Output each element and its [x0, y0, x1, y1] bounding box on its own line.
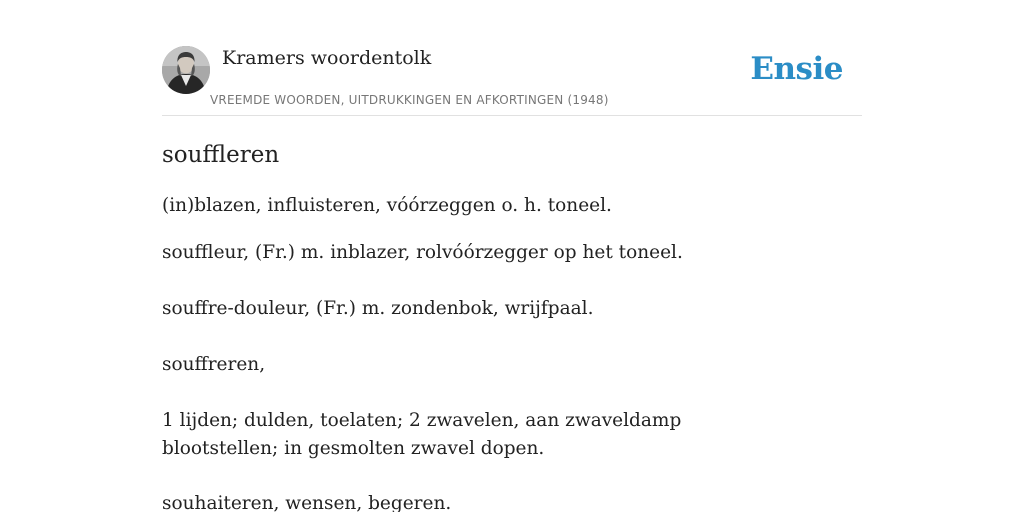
portrait-avatar-icon — [162, 46, 210, 94]
entry-definition: (in)blazen, influisteren, vóórzeggen o. h. toneel. — [162, 195, 612, 216]
source-header — [162, 0, 862, 116]
entry-line-souffreren: souffreren, — [162, 354, 266, 375]
source-title-link[interactable]: Kramers woordentolk — [222, 47, 432, 69]
source-avatar[interactable] — [162, 46, 210, 94]
entry-line-souhaiteren: souhaiteren, wensen, begeren. — [162, 493, 452, 512]
entry-line-souffreren-meaning: 1 lijden; dulden, toelaten; 2 zwavelen, aan zwaveldamp blootstellen; in gesmolten zwavel dopen. — [162, 410, 682, 459]
ensie-logo-link[interactable]: Ensie — [750, 51, 843, 87]
entry-line-souffleur: souffleur, (Fr.) m. inblazer, rolvóórzegger op het toneel. — [162, 242, 683, 263]
entry-title: souffleren — [162, 142, 280, 168]
source-subtitle: VREEMDE WOORDEN, UITDRUKKINGEN EN AFKORTINGEN (1948) — [210, 93, 609, 107]
entry-line-souffre-douleur: souffre-douleur, (Fr.) m. zondenbok, wrijfpaal. — [162, 298, 594, 319]
page — [162, 0, 862, 512]
